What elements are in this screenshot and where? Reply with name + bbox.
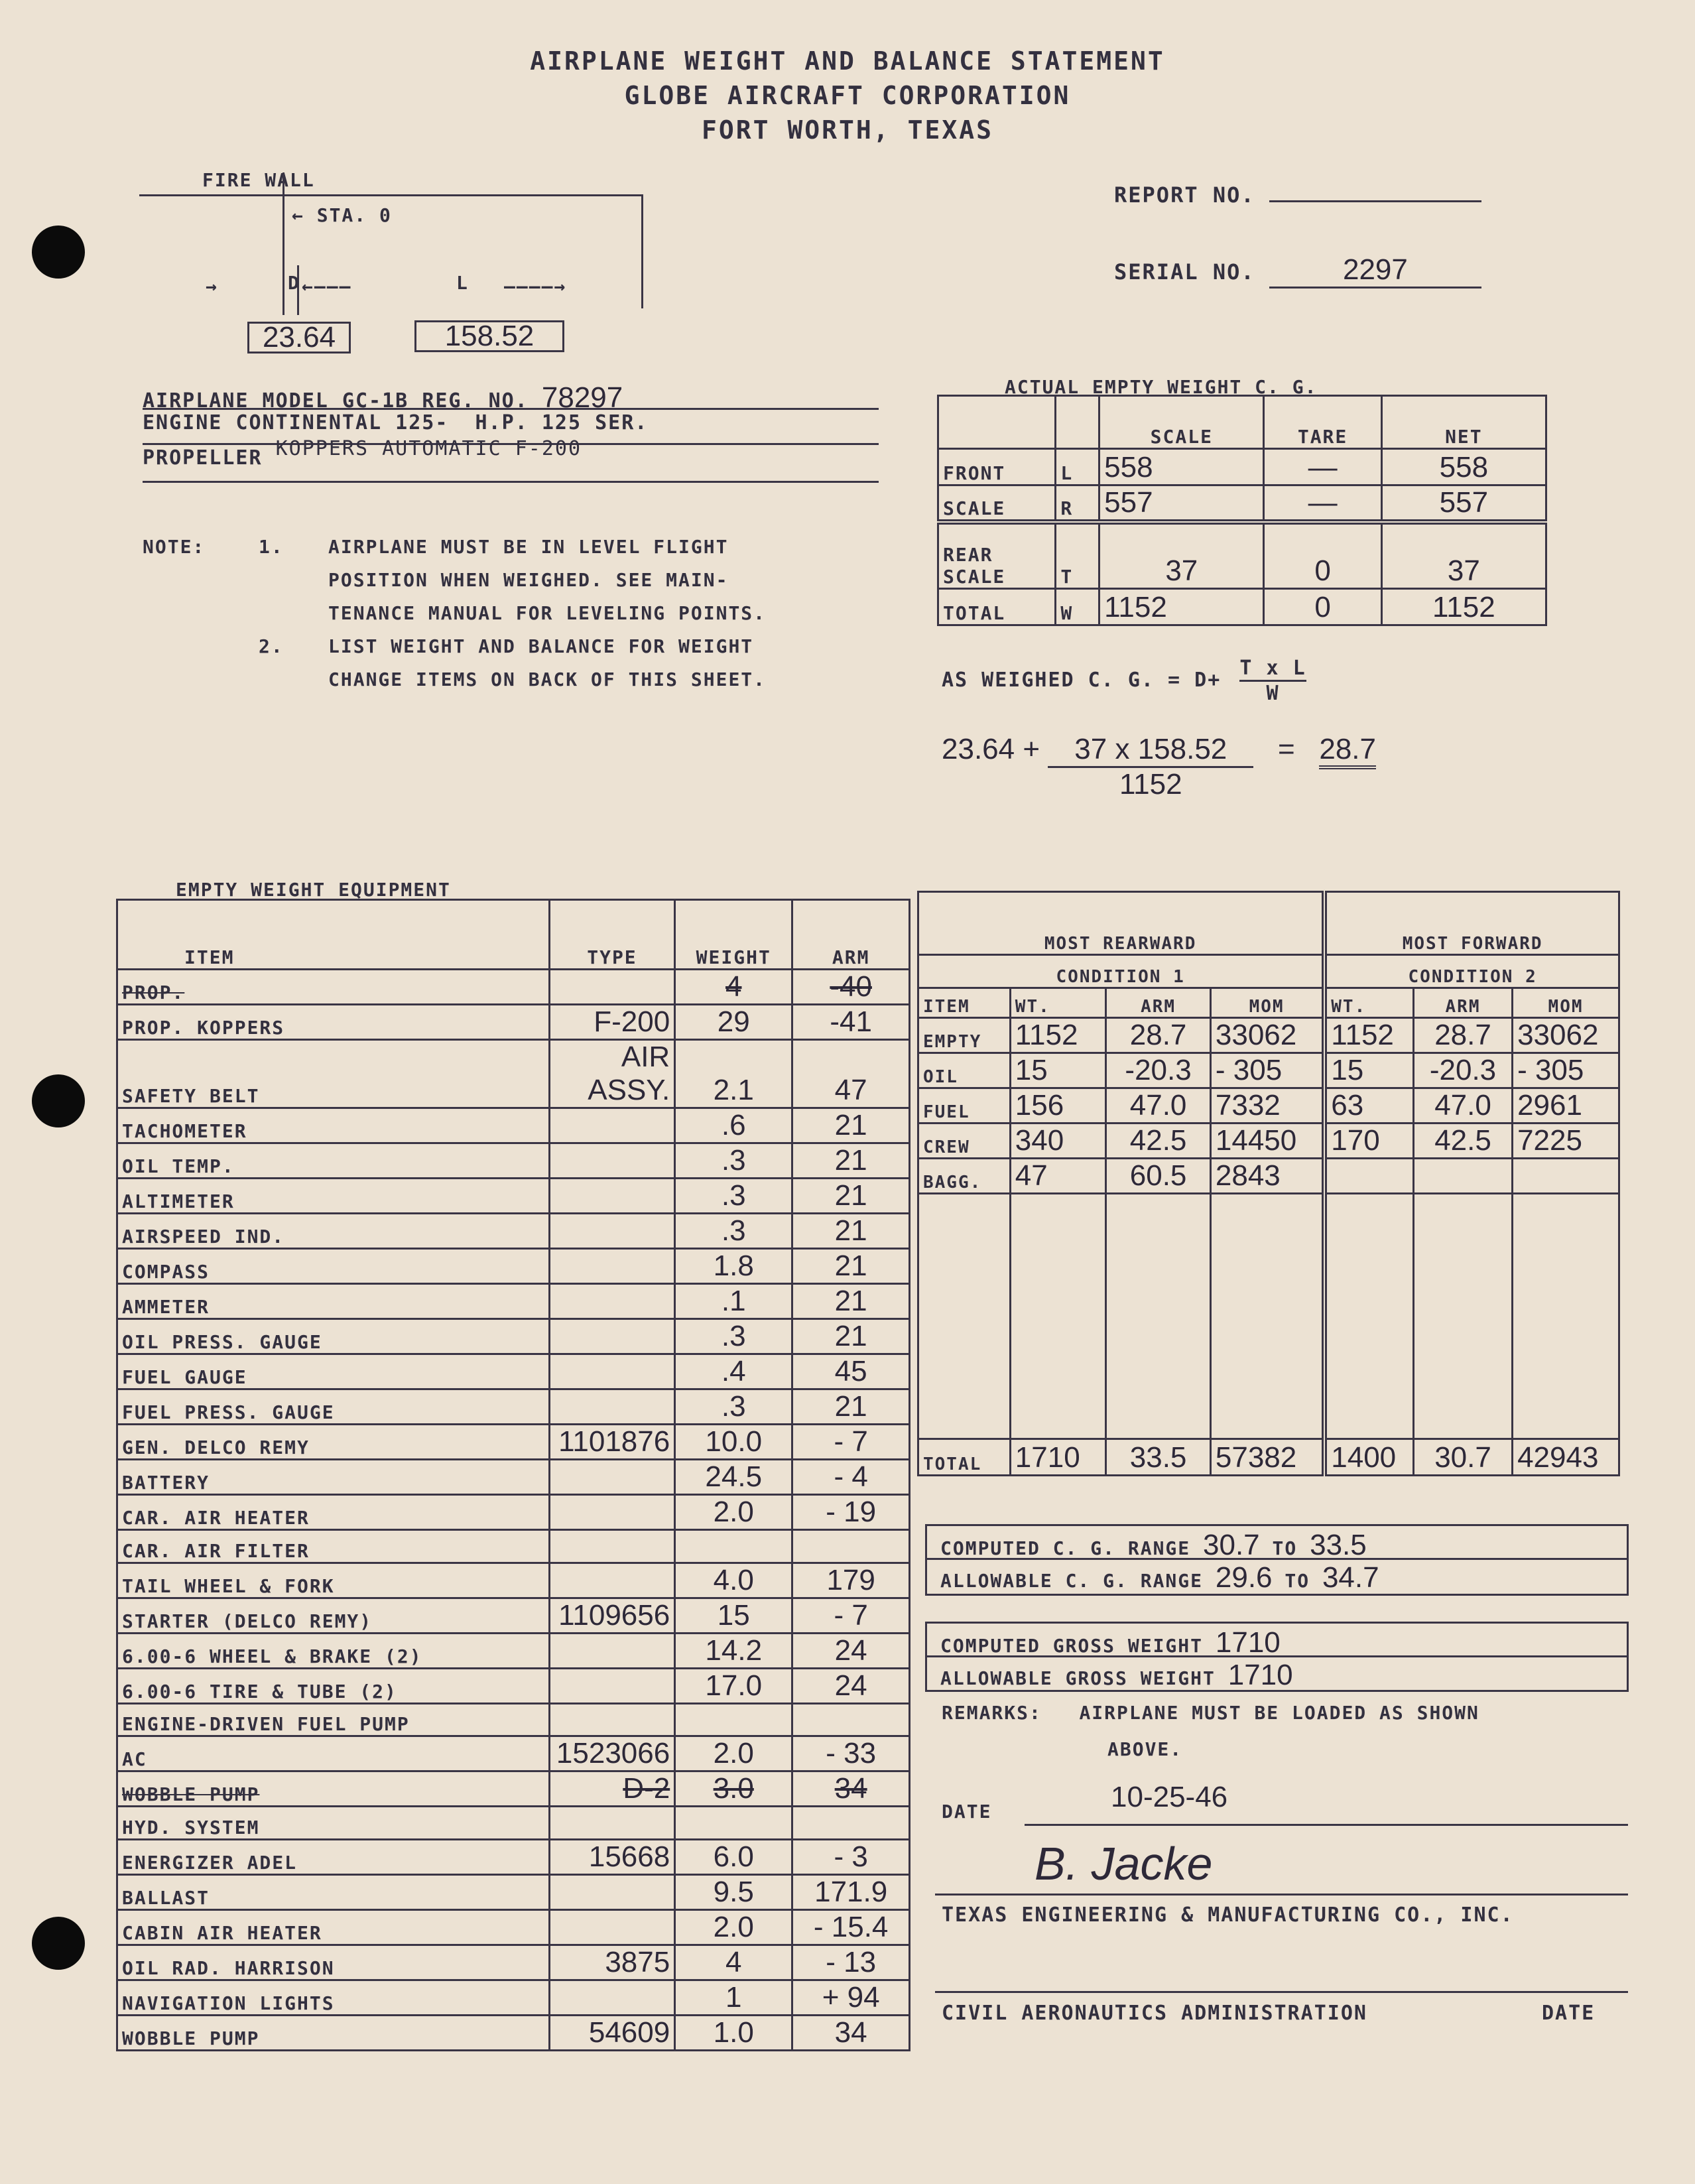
serial-no-field: SERIAL NO. 2297 [1114, 253, 1481, 289]
loading-c1-arm: 47.0 [1106, 1088, 1211, 1124]
equipment-type [549, 1703, 674, 1736]
l-value-box: 158.52 [414, 320, 564, 352]
loading-c1-arm: 42.5 [1106, 1124, 1211, 1159]
equipment-weight: 2.0 [675, 1495, 792, 1530]
cg-range-box [925, 1524, 1629, 1596]
hp-value: 125 [541, 411, 582, 434]
equipment-item: OIL TEMP. [117, 1143, 550, 1179]
note-1-line: POSITION WHEN WEIGHED. SEE MAIN- [328, 569, 729, 591]
binder-hole [32, 225, 85, 279]
loading-c1-wt: 47 [1010, 1159, 1105, 1194]
loading-c2-mom: 7225 [1513, 1124, 1619, 1159]
equipment-row [117, 1980, 910, 2015]
equipment-weight: 6.0 [675, 1839, 792, 1874]
equipment-item: BALLAST [117, 1874, 550, 1909]
equipment-weight: .3 [675, 1179, 792, 1214]
equipment-row [117, 970, 910, 1005]
equipment-row [117, 1530, 910, 1563]
equipment-row [117, 1839, 910, 1874]
equipment-type: 1523066 [549, 1736, 674, 1771]
loading-row [918, 1159, 1619, 1194]
equipment-table: ITEM TYPE WEIGHT ARM PROP. 4 -40 PROP. KOPPERS F-200 29 -41 SAFETY BELT AIR ASSY. 2.1 47 TACHOMETER .6 21 OIL TEMP. .3 21 ALTIMETER .3 21 AIRSPEED IND. .3 21 COMPASS 1.8 21 AMMETER .1 21 OIL PRESS. GAUGE .3 21 FUEL GAUGE .4 45 FUEL PRESS. GAUGE .3 21 GEN. DELCO REMY 1101876 10.0 - 7 BATTERY 24.5 - 4 CAR. AIR HEATER 2.0 - 19 CAR. AIR FILTER TAIL WHEEL & FORK 4.0 179 STARTER (DELCO REMY) 1109656 15 - 7 6.00-6 WHEEL & BRAKE (2) 14.2 24 6.00-6 TIRE & TUBE (2) 17.0 24 ENGINE-DRIVEN FUEL PUMP AC 1523066 2.0 - 33 WOBBLE PUMP D-2 3.0 34 HYD. SYSTEM ENERGIZER ADEL 15668 6.0 - 3 BALLAST 9.5 171.9 CABIN AIR HEATER 2.0 - 15.4 OIL RAD. HARRISON 3875 4 - 13 NAVIGATION LIGHTS 1 + 94 WOBBLE PUMP 54609 1.0 34 [116, 899, 910, 2051]
binder-hole [32, 1917, 85, 1970]
equipment-type: AIR ASSY. [549, 1040, 674, 1108]
equipment-arm [792, 1530, 910, 1563]
condition-1-label: CONDITION 1 [918, 955, 1325, 988]
equipment-type [549, 1909, 674, 1945]
equipment-arm: -41 [792, 1005, 910, 1040]
equipment-row [117, 1874, 910, 1909]
loading-row [918, 1018, 1619, 1053]
loading-row [918, 1124, 1619, 1159]
loading-item: EMPTY [918, 1018, 1011, 1053]
loading-item: BAGG. [918, 1159, 1011, 1194]
equipment-item: STARTER (DELCO REMY) [117, 1598, 550, 1633]
loading-c2-arm: 28.7 [1413, 1018, 1512, 1053]
equipment-arm: 34 [792, 1771, 910, 1807]
rear-scale-row: REAR SCALE T 37 0 37 [938, 522, 1546, 588]
loading-c2-mom [1513, 1159, 1619, 1194]
loading-c2-mom: 2961 [1513, 1088, 1619, 1124]
loading-total-row: TOTAL 1710 33.5 57382 1400 30.7 42943 [918, 1439, 1619, 1476]
equipment-row [117, 1389, 910, 1425]
equipment-item: WOBBLE PUMP [117, 2015, 550, 2050]
loading-c1-mom: 2843 [1210, 1159, 1324, 1194]
loading-c1-arm: 28.7 [1106, 1018, 1211, 1053]
equipment-arm: - 4 [792, 1460, 910, 1495]
signature: B. Jacke [1035, 1838, 1213, 1890]
note-1-line: AIRPLANE MUST BE IN LEVEL FLIGHT [328, 536, 729, 558]
equipment-type [549, 1389, 674, 1425]
loading-c1-wt: 156 [1010, 1088, 1105, 1124]
equipment-type: 1109656 [549, 1598, 674, 1633]
equipment-arm: - 7 [792, 1425, 910, 1460]
equipment-type [549, 1354, 674, 1389]
serial-no-value: 2297 [1269, 253, 1481, 289]
loading-c1-arm: 60.5 [1106, 1159, 1211, 1194]
gross-weight-box [925, 1622, 1629, 1692]
equipment-type: F-200 [549, 1005, 674, 1040]
equipment-row [117, 1425, 910, 1460]
equipment-item: ENERGIZER ADEL [117, 1839, 550, 1874]
equipment-type: 54609 [549, 2015, 674, 2050]
loading-row [918, 1053, 1619, 1088]
loading-c2-mom: 33062 [1513, 1018, 1619, 1053]
loading-conditions-table: MOST REARWARD MOST FORWARD CONDITION 1 CONDITION 2 ITEM WT. ARM MOM WT. ARM MOM EMPTY 1152 28.7 33062 1152 28.7 33062 OIL 15 -20.3 - 305 15 -20.3 - 305 FUEL 156 47.0 7332 63 47.0 2961 CREW 340 42.5 14450 170 42.5 7225 BAGG. 47 60.5 2843 TOTAL 1710 33.5 57382 1400 30.7 42943 [917, 891, 1620, 1476]
equipment-row [117, 1143, 910, 1179]
note-2-line: CHANGE ITEMS ON BACK OF THIS SHEET. [328, 669, 767, 690]
equipment-item: AC [117, 1736, 550, 1771]
equipment-item: TACHOMETER [117, 1108, 550, 1143]
equipment-row [117, 1005, 910, 1040]
equipment-item: TAIL WHEEL & FORK [117, 1563, 550, 1598]
equipment-row [117, 1909, 910, 1945]
loading-c2-wt: 170 [1324, 1124, 1413, 1159]
equipment-type [549, 1108, 674, 1143]
report-no-value [1269, 200, 1481, 202]
equipment-arm: 47 [792, 1040, 910, 1108]
equipment-weight: 4 [675, 970, 792, 1005]
equipment-type [549, 1495, 674, 1530]
total-row: TOTAL W 1152 0 1152 [938, 588, 1546, 625]
texas-engineering-company: TEXAS ENGINEERING & MANUFACTURING CO., INC. [942, 1903, 1514, 1927]
loading-blank-area [918, 1194, 1619, 1439]
equipment-item: FUEL GAUGE [117, 1354, 550, 1389]
equipment-arm: - 3 [792, 1839, 910, 1874]
caa-label: CIVIL AERONAUTICS ADMINISTRATION [942, 2002, 1367, 2025]
note-1-line: TENANCE MANUAL FOR LEVELING POINTS. [328, 602, 767, 624]
equipment-arm [792, 1703, 910, 1736]
equipment-item: CABIN AIR HEATER [117, 1909, 550, 1945]
reg-no-value: 78297 [541, 381, 623, 414]
loading-item: FUEL [918, 1088, 1011, 1124]
equipment-type: D-2 [549, 1771, 674, 1807]
cg-formula: AS WEIGHED C. G. = D+ $\frac{\text{T x L}}{W}$ [942, 657, 1306, 705]
equipment-item: OIL RAD. HARRISON [117, 1945, 550, 1980]
date-label: DATE [942, 1801, 992, 1823]
equipment-row [117, 2015, 910, 2050]
equipment-type: 3875 [549, 1945, 674, 1980]
empty-weight-cg-title: ACTUAL EMPTY WEIGHT C. G. [1005, 376, 1318, 398]
equipment-weight: .4 [675, 1354, 792, 1389]
most-rearward-title: MOST REARWARD [918, 892, 1325, 955]
equipment-type [549, 1874, 674, 1909]
equipment-arm [792, 1807, 910, 1840]
equipment-row [117, 1598, 910, 1633]
equipment-row [117, 1703, 910, 1736]
computed-gross-weight: COMPUTED GROSS WEIGHT 1710 [927, 1624, 1627, 1657]
equipment-arm: -40 [792, 970, 910, 1005]
equipment-item: BATTERY [117, 1460, 550, 1495]
caa-date-label: DATE [1542, 2002, 1596, 2025]
loading-c1-wt: 1152 [1010, 1018, 1105, 1053]
equipment-item: WOBBLE PUMP [117, 1771, 550, 1807]
equipment-weight: 3.0 [675, 1771, 792, 1807]
loading-c1-mom: 7332 [1210, 1088, 1324, 1124]
equipment-type [549, 970, 674, 1005]
equipment-arm: 21 [792, 1319, 910, 1354]
equipment-weight: .6 [675, 1108, 792, 1143]
equipment-arm: + 94 [792, 1980, 910, 2015]
equipment-weight: .3 [675, 1319, 792, 1354]
equipment-row [117, 1040, 910, 1108]
equipment-item: ENGINE-DRIVEN FUEL PUMP [117, 1703, 550, 1736]
equipment-row [117, 1736, 910, 1771]
equipment-arm: - 19 [792, 1495, 910, 1530]
loading-row [918, 1088, 1619, 1124]
equipment-item: COMPASS [117, 1249, 550, 1284]
front-left-row: FRONT L 558 — 558 [938, 449, 1546, 485]
equipment-item: GEN. DELCO REMY [117, 1425, 550, 1460]
equipment-arm: 171.9 [792, 1874, 910, 1909]
equipment-weight: 1 [675, 1980, 792, 2015]
propeller-line: PROPELLER KOPPERS AUTOMATIC F-200 [143, 446, 879, 483]
equipment-row [117, 1563, 910, 1598]
equipment-item: PROP. [117, 970, 550, 1005]
equipment-arm: - 33 [792, 1736, 910, 1771]
l-arrow-left: ←——— [302, 275, 352, 297]
fire-wall-label: FIRE WALL [202, 169, 315, 191]
propeller-value: KOPPERS AUTOMATIC F-200 [275, 437, 582, 460]
equipment-arm: - 15.4 [792, 1909, 910, 1945]
loading-c2-arm: 47.0 [1413, 1088, 1512, 1124]
equipment-weight: .3 [675, 1143, 792, 1179]
equipment-weight: 1.8 [675, 1249, 792, 1284]
d-value-box: 23.64 [247, 322, 351, 353]
equipment-weight: .3 [675, 1389, 792, 1425]
equipment-item: SAFETY BELT [117, 1040, 550, 1108]
equipment-type [549, 1633, 674, 1668]
company-name: GLOBE AIRCRAFT CORPORATION [624, 81, 1071, 110]
equipment-type [549, 1143, 674, 1179]
loading-c1-arm: -20.3 [1106, 1053, 1211, 1088]
equipment-weight: 2.0 [675, 1909, 792, 1945]
equipment-item: FUEL PRESS. GAUGE [117, 1389, 550, 1425]
note-2-line: LIST WEIGHT AND BALANCE FOR WEIGHT [328, 635, 754, 657]
l-arrow-right: ————→ [504, 275, 567, 297]
equipment-type: 15668 [549, 1839, 674, 1874]
d-arrow: → [206, 275, 218, 297]
loading-c2-wt [1324, 1159, 1413, 1194]
loading-c1-mom: 33062 [1210, 1018, 1324, 1053]
loading-c2-arm [1413, 1159, 1512, 1194]
loading-c2-wt: 63 [1324, 1088, 1413, 1124]
equipment-item: HYD. SYSTEM [117, 1807, 550, 1840]
equipment-weight: 9.5 [675, 1874, 792, 1909]
equipment-item: 6.00-6 TIRE & TUBE (2) [117, 1668, 550, 1703]
loading-item: CREW [918, 1124, 1011, 1159]
equipment-row [117, 1319, 910, 1354]
equipment-weight [675, 1807, 792, 1840]
equipment-type [549, 1563, 674, 1598]
equipment-arm: 179 [792, 1563, 910, 1598]
equipment-arm: - 13 [792, 1945, 910, 1980]
report-no-field: REPORT NO. [1114, 182, 1481, 208]
d-label: D [288, 272, 300, 294]
loading-c1-wt: 15 [1010, 1053, 1105, 1088]
loading-item: OIL [918, 1053, 1011, 1088]
equipment-weight: 2.1 [675, 1040, 792, 1108]
equipment-weight: 15 [675, 1598, 792, 1633]
equipment-weight: 17.0 [675, 1668, 792, 1703]
equipment-weight: 29 [675, 1005, 792, 1040]
equipment-row [117, 1108, 910, 1143]
company-location: FORT WORTH, TEXAS [702, 115, 993, 145]
loading-c2-arm: -20.3 [1413, 1053, 1512, 1088]
equipment-weight: .1 [675, 1284, 792, 1319]
equipment-type [549, 1807, 674, 1840]
engine-value: CONTINENTAL 125- [235, 411, 449, 434]
equipment-arm: 21 [792, 1249, 910, 1284]
equipment-item: ALTIMETER [117, 1179, 550, 1214]
equipment-item: OIL PRESS. GAUGE [117, 1319, 550, 1354]
equipment-arm: 21 [792, 1108, 910, 1143]
loading-c2-wt: 1152 [1324, 1018, 1413, 1053]
front-right-row: SCALE R 557 — 557 [938, 485, 1546, 523]
loading-c2-wt: 15 [1324, 1053, 1413, 1088]
equipment-weight: 4.0 [675, 1563, 792, 1598]
cg-calculation: 23.64 + $\frac{37 x 158.52}{1152}$ = 28.7 [942, 733, 1376, 801]
equipment-type [549, 1980, 674, 2015]
airplane-model-line: AIRPLANE MODEL GC-1B REG. NO. 78297 ENGINE CONTINENTAL 125- H.P. 125 SER. PROPELLER KOPPERS AUTOMATIC F-200 [143, 381, 879, 483]
equipment-row [117, 1771, 910, 1807]
equipment-row [117, 1495, 910, 1530]
allowable-gross-weight: ALLOWABLE GROSS WEIGHT 1710 [940, 1659, 1293, 1691]
equipment-item: NAVIGATION LIGHTS [117, 1980, 550, 2015]
equipment-row [117, 1179, 910, 1214]
equipment-item: 6.00-6 WHEEL & BRAKE (2) [117, 1633, 550, 1668]
equipment-item: AIRSPEED IND. [117, 1214, 550, 1249]
equipment-weight [675, 1530, 792, 1563]
equipment-type [549, 1530, 674, 1563]
equipment-row [117, 1633, 910, 1668]
equipment-arm: 34 [792, 2015, 910, 2050]
equipment-weight: 14.2 [675, 1633, 792, 1668]
date-value: 10-25-46 [1111, 1781, 1228, 1813]
condition-2-label: CONDITION 2 [1324, 955, 1619, 988]
equipment-type [549, 1179, 674, 1214]
loading-c1-wt: 340 [1010, 1124, 1105, 1159]
loading-c2-arm: 42.5 [1413, 1124, 1512, 1159]
l-label: L [456, 272, 469, 294]
equipment-item: PROP. KOPPERS [117, 1005, 550, 1040]
equipment-type [549, 1668, 674, 1703]
most-forward-title: MOST FORWARD [1324, 892, 1619, 955]
equipment-row [117, 1460, 910, 1495]
equipment-row [117, 1807, 910, 1840]
equipment-type [549, 1460, 674, 1495]
equipment-row [117, 1249, 910, 1284]
computed-cg-range: COMPUTED C. G. RANGE 30.7 TO 33.5 [927, 1526, 1627, 1560]
loading-c2-mom: - 305 [1513, 1053, 1619, 1088]
equipment-arm: 21 [792, 1179, 910, 1214]
equipment-weight: 10.0 [675, 1425, 792, 1460]
equipment-arm: 24 [792, 1668, 910, 1703]
empty-weight-cg-table: SCALE TARE NET FRONT L 558 — 558 SCALE R 557 — 557 REAR SCALE T 37 0 37 TOTAL W 1152 0 1152 [937, 395, 1547, 626]
equipment-item: AMMETER [117, 1284, 550, 1319]
equipment-item: CAR. AIR HEATER [117, 1495, 550, 1530]
equipment-row [117, 1284, 910, 1319]
equipment-weight: 4 [675, 1945, 792, 1980]
equipment-arm: 45 [792, 1354, 910, 1389]
equipment-type [549, 1284, 674, 1319]
remarks: REMARKS: AIRPLANE MUST BE LOADED AS SHOWN ABOVE. [942, 1702, 1479, 1760]
equipment-row [117, 1945, 910, 1980]
loading-c1-mom: - 305 [1210, 1053, 1324, 1088]
as-weighed-cg-result: 28.7 [1319, 733, 1376, 769]
equipment-type [549, 1319, 674, 1354]
equipment-weight: 1.0 [675, 2015, 792, 2050]
equipment-row [117, 1668, 910, 1703]
document-title: AIRPLANE WEIGHT AND BALANCE STATEMENT [530, 46, 1165, 76]
equipment-arm: 21 [792, 1389, 910, 1425]
model-value: GC-1B [342, 389, 409, 413]
equipment-weight: 24.5 [675, 1460, 792, 1495]
station-label: ← STA. 0 [292, 204, 392, 226]
allowable-cg-range: ALLOWABLE C. G. RANGE 29.6 TO 34.7 [940, 1561, 1379, 1594]
equipment-row [117, 1354, 910, 1389]
equipment-arm: 21 [792, 1284, 910, 1319]
equipment-type [549, 1249, 674, 1284]
binder-hole [32, 1074, 85, 1127]
engine-line: ENGINE CONTINENTAL 125- H.P. 125 SER. [143, 411, 879, 445]
equipment-title: EMPTY WEIGHT EQUIPMENT [176, 879, 451, 901]
equipment-type [549, 1214, 674, 1249]
equipment-weight: 2.0 [675, 1736, 792, 1771]
equipment-type: 1101876 [549, 1425, 674, 1460]
loading-c1-mom: 14450 [1210, 1124, 1324, 1159]
equipment-arm: - 7 [792, 1598, 910, 1633]
equipment-weight: .3 [675, 1214, 792, 1249]
equipment-arm: 21 [792, 1214, 910, 1249]
equipment-arm: 21 [792, 1143, 910, 1179]
equipment-row [117, 1214, 910, 1249]
equipment-weight [675, 1703, 792, 1736]
equipment-arm: 24 [792, 1633, 910, 1668]
equipment-item: CAR. AIR FILTER [117, 1530, 550, 1563]
